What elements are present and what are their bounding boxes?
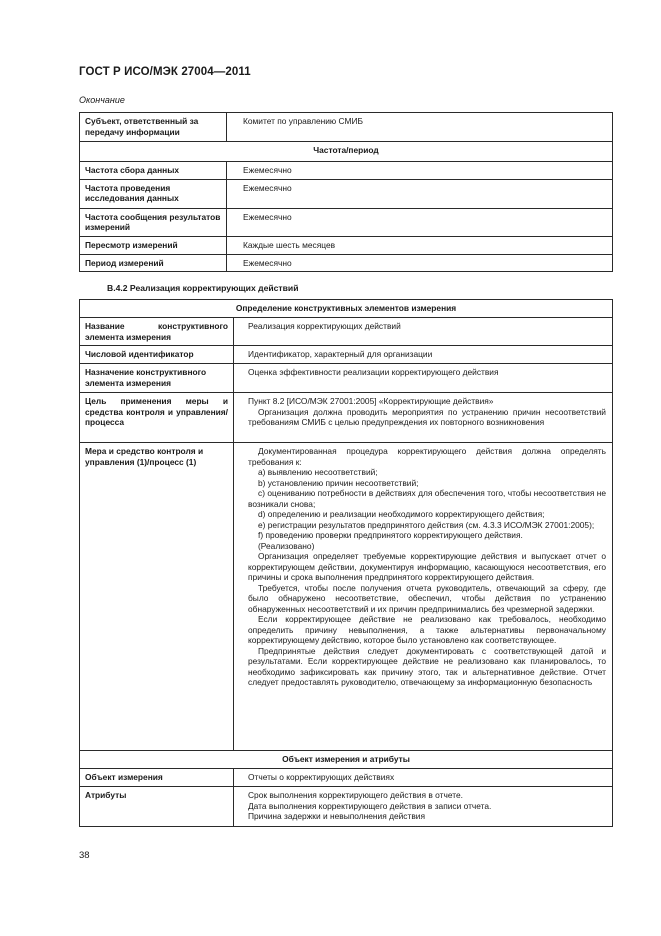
table-row [80, 769, 613, 787]
row-value: Оценка эффективности реализации корректирующего действия [234, 364, 613, 393]
paragraph: Если корректирующее действие не реализовано как требовалось, необходимо определить причину невыполнения, а также альтернативы первоначальному корректирующему действию, которое было установлено как соответствующее. [248, 614, 606, 645]
list-item: d) определению и реализации необходимого корректирующего действия; [258, 509, 545, 519]
table-row [80, 254, 613, 272]
status-note: (Реализовано) [258, 540, 315, 551]
row-label: Частота сообщения результатов измерений [80, 208, 227, 236]
page-number: 38 [79, 850, 90, 861]
paragraph: Документированная процедура корректирующего действия должна определять требования к: [248, 446, 606, 467]
paragraph: Пункт 8.2 [ИСО/МЭК 27001:2005] «Корректирующие действия» [248, 396, 494, 406]
paragraph: Организация должна проводить мероприятия по устранению причин несоответствий требованиям СМИБ с целью предупреждения их повторного возникновения [248, 406, 606, 427]
table-row [80, 179, 613, 208]
paragraph: Требуется, чтобы после получения отчета руководитель, отвечающий за сферу, где было обнаружено несоответствие, обеспечил, чтобы действия по устранению обнаруженных несоответствий и их причин предпринимались без чрезмерной задержки. [248, 582, 606, 614]
section-title: В.4.2 Реализация корректирующих действий [107, 283, 299, 293]
section-row [80, 142, 613, 162]
table-row [80, 318, 613, 346]
list-item: c) оцениванию потребности в действиях для обеспечения того, чтобы несоответствия не возникали снова; [248, 488, 606, 509]
row-value: Комитет по управлению СМИБ [227, 113, 613, 142]
row-label: Частота проведения исследования данных [80, 179, 227, 208]
attribute-line: Срок выполнения корректирующего действия в отчете. [248, 790, 463, 800]
row-value [234, 787, 613, 827]
row-label: Объект измерения [80, 769, 234, 787]
row-value: Реализация корректирующих действий [234, 318, 613, 346]
row-label: Цель применения меры и средства контроля и управления/процесса [80, 393, 234, 443]
row-label: Числовой идентификатор [80, 346, 234, 364]
section-row [80, 751, 613, 769]
row-label: Мера и средство контроля и управления (1)/процесс (1) [80, 443, 234, 751]
list-item: b) установлению причин несоответствий; [258, 477, 419, 488]
table-row [80, 236, 613, 254]
row-value: Каждые шесть месяцев [227, 236, 613, 254]
list-item: e) регистрации результатов предпринятого действия (см. 4.3.3 ИСО/МЭК 27001:2005); [258, 519, 595, 530]
paragraph: Предпринятые действия следует документировать с соответствующей датой и результатами. Если корректирующее действие не реализовано как планировалось, то необходимо зафиксировать как причину этого, так и альтернативное действие. Отчет следует предоставлять руководителю, отвечающему за информационную безопасность [248, 645, 606, 687]
table-row [80, 364, 613, 393]
row-label: Частота сбора данных [80, 162, 227, 180]
row-label: Назначение конструктивного элемента измерения [80, 364, 234, 393]
document-header: ГОСТ Р ИСО/МЭК 27004—2011 [79, 66, 251, 78]
row-value: Идентификатор, характерный для организации [234, 346, 613, 364]
row-label: Субъект, ответственный за передачу информации [80, 113, 227, 142]
table-row [80, 113, 613, 142]
table-row [80, 787, 613, 827]
row-value: Ежемесячно [227, 208, 613, 236]
attribute-line: Причина задержки и невыполнения действия [248, 811, 425, 821]
table-row [80, 346, 613, 364]
list-item: a) выявлению несоответствий; [258, 467, 378, 477]
row-label: Период измерений [80, 254, 227, 272]
section-header-definition: Определение конструктивных элементов измерения [80, 300, 613, 318]
section-header-object: Объект измерения и атрибуты [80, 751, 613, 769]
section-header-frequency: Частота/период [80, 142, 613, 162]
row-value: Ежемесячно [227, 254, 613, 272]
measurement-frequency-table [79, 112, 613, 272]
table-row [80, 208, 613, 236]
table-row [80, 393, 613, 443]
table-row [80, 443, 613, 751]
row-label: Пересмотр измерений [80, 236, 227, 254]
row-label: Атрибуты [80, 787, 234, 827]
row-label: Название конструктивного элемента измерения [80, 318, 234, 346]
row-value [234, 443, 613, 751]
row-value [234, 393, 613, 443]
row-value: Отчеты о корректирующих действиях [234, 769, 613, 787]
row-value: Ежемесячно [227, 179, 613, 208]
table-row [80, 162, 613, 180]
paragraph: Организация определяет требуемые корректирующие действия и выпускает отчет о корректирующем действии, документируя информацию, касающуюся несоответствия, его причины и срока выполнения предпринятого корректирующего действия. [248, 551, 606, 582]
corrective-actions-table [79, 299, 613, 827]
row-value: Ежемесячно [227, 162, 613, 180]
continuation-label: Окончание [79, 95, 125, 105]
section-row [80, 300, 613, 318]
list-item: f) проведению проверки предпринятого корректирующего действия. [258, 530, 523, 540]
attribute-line: Дата выполнения корректирующего действия в записи отчета. [248, 800, 492, 811]
